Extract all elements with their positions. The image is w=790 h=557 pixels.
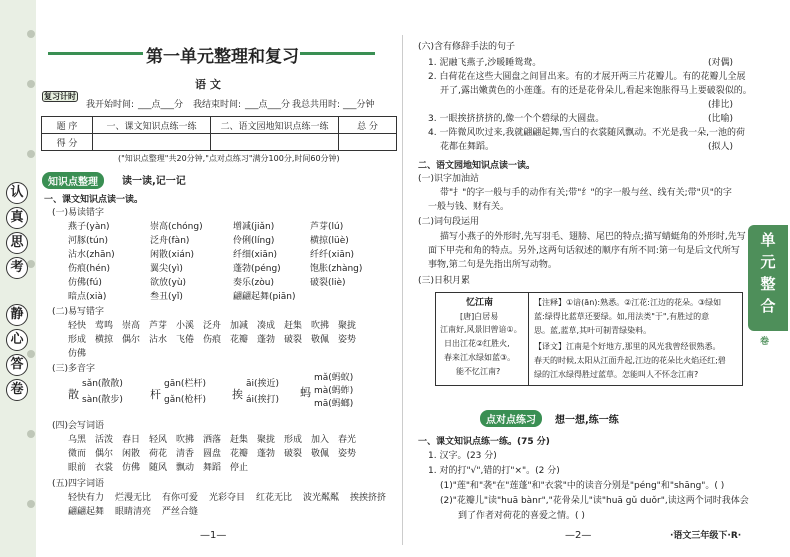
write-word: 姿势 [338,335,357,345]
write-word: 花瓣 [230,335,249,345]
phrase-word: 随风 [149,463,168,473]
section-slogan: 读一读,记一记 [122,176,186,187]
score-cell: 二、语文园地知识点练一练 [211,117,339,134]
score-cell: 得 分 [42,134,93,151]
write-word: 形成 [68,335,87,345]
write-word: 轻快 [68,321,87,331]
practice-slogan: 想一想,练一练 [555,415,619,426]
word-item: 芦芽(lú) [310,222,344,232]
rhetoric-line: 3. 一眼挨挤挤挤的,像一个个碧绿的大圆盘。 [428,114,605,124]
poly-reading: gān(栏杆) [164,379,206,389]
idiom: 有你可爱 [162,493,199,503]
usage-text: 事物,第二句是先指出所写动物。 [428,260,557,270]
write-word: 仿佛 [68,349,87,359]
usage-text: 面下甲壳和角的特点。另外,这两句话叙述的顺序有所不同:第一句是后文代所写 [428,246,740,256]
tab-char: 单 [760,231,776,249]
word-item: 暗点(xià) [68,292,107,302]
side-char: 静 [6,304,28,326]
subheading-usage: (二)词句段运用 [418,217,480,227]
poem-line: 江南好,风景旧曾谙①。 [440,325,522,334]
phrase-word: 飘动 [176,463,195,473]
poem-box [435,292,743,386]
word-item: 崇高(chóng) [150,222,203,232]
word-item: 伶俐(líng) [233,236,275,246]
subheading-accumulate: (三)日积月累 [418,276,471,286]
phrase-word: 清香 [176,449,195,459]
word-item: 闲散(xián) [150,250,195,260]
write-word: 蓬勃 [257,335,276,345]
section-banner: 知识点整理 [42,172,104,189]
page-number-left: —1— [200,530,227,541]
literacy-text: 一般与钱、财有关。 [428,202,510,212]
phrase-word: 闲散 [122,449,141,459]
phrase-word: 圆盘 [203,449,222,459]
total-time-value: ___分钟 [343,100,375,110]
poly-reading: ái(挨打) [246,395,280,405]
score-input[interactable] [93,134,211,151]
tab-char: 元 [760,253,776,271]
note-line: 【注释】①谙(ān):熟悉。②江花:江边的花朵。③绿如 [534,298,722,307]
poly-reading: āi(挨近) [246,379,280,389]
write-word: 莺鸣 [95,321,114,331]
phrase-word: 敬佩 [311,449,330,459]
subheading-easy-read: (一)易读错字 [52,208,105,218]
word-item: 奏乐(zòu) [233,278,274,288]
word-item: 蓬勃(péng) [233,264,281,274]
write-word: 伤痕 [203,335,222,345]
poly-reading: mā(蚂螂) [314,399,354,409]
phrase-word: 停止 [230,463,249,473]
idiom: 轻快有力 [68,493,105,503]
poly-reading: mà(蚂蚱) [314,386,354,396]
poem-line: 春来江水绿如蓝③。 [444,353,516,362]
side-char: 卷 [6,379,28,401]
heading-2: 二、语文园地知识点读一读。 [418,161,536,171]
word-item: 翼尖(yì) [150,264,183,274]
phrase-word: 洒落 [203,435,222,445]
tab-char: 合 [760,297,776,315]
phrase-word: 衣裳 [95,463,114,473]
write-word: 芦芽 [149,321,168,331]
total-time-label: 我总共用时: [292,100,341,110]
poem-title: 忆江南 [466,298,494,308]
poly-char: 蚂 [300,386,311,399]
subheading-idioms: (五)四字词语 [52,479,105,489]
word-item: 沾水(zhān) [68,250,115,260]
write-word: 飞倦 [176,335,195,345]
poly-char: 散 [68,388,79,401]
write-word: 吹拂 [311,321,330,331]
exercise-question[interactable]: (2)"花瓣儿"读"huā bànr","花骨朵儿"读"huā gǔ duǒr",读这两个词时我体会 [440,496,749,506]
poem-panel [436,293,529,385]
end-time-label: 我结束时间: [193,100,242,110]
poem-author: [唐]白居易 [460,312,499,321]
exercise-heading: 一、课文知识点练一练。(75 分) [418,437,550,447]
phrase-word: 荷花 [149,449,168,459]
practice-banner: 点对点练习 [480,410,542,427]
word-item: 叁丑(yǐ) [150,292,183,302]
phrase-word: 姿势 [338,449,357,459]
rhetoric-line: 开了,露出嫩黄色的小莲蓬。有的还是花骨朵儿,看起来饱胀得马上要破裂似的。 [440,86,752,96]
subheading-rhetoric: (六)含有修辞手法的句子 [418,42,516,52]
idiom: 波光粼粼 [303,493,340,503]
side-char: 考 [6,257,28,279]
rhetoric-line: 1. 泥融飞燕子,沙暖睡鸳鸯。 [428,58,542,68]
timer-label: 复习计时 [44,92,76,101]
phrase-word: 轻风 [149,435,168,445]
write-word: 凑成 [257,321,276,331]
phrase-word: 微而 [68,449,87,459]
word-item: 仿佛(fú) [68,278,102,288]
rhetoric-line: 4. 一阵微风吹过来,我就翩翩起舞,雪白的衣裳随风飘动。不光是我一朵,一池的荷 [428,128,746,138]
idiom: 翩翩起舞 [68,507,105,517]
phrase-word: 舞蹈 [203,463,222,473]
tab-char: 整 [760,275,776,293]
subheading-easy-write: (二)易写错字 [52,307,105,317]
write-word: 偶尔 [122,335,141,345]
title-rule-right [300,52,375,55]
write-word: 小溪 [176,321,195,331]
phrase-word: 眼前 [68,463,87,473]
poly-reading: sǎn(散散) [82,379,123,389]
end-time-value: ___点___分 [245,100,291,110]
translation-line: 春天的时候,太阳从江面升起,江边的花朵比火焰还红;碧 [534,356,726,365]
side-char: 思 [6,232,28,254]
phrase-word: 仿佛 [122,463,141,473]
word-item: 纤纤(xiān) [310,250,355,260]
phrase-word: 春光 [338,435,357,445]
subheading-write-phrases: (四)会写词语 [52,421,105,431]
exercise-item: 1. 汉字。(23 分) [428,451,497,461]
poly-char: 挨 [232,388,243,401]
translation-line: 【译文】江南是个好地方,那里的风光我曾经很熟悉。 [534,342,721,351]
note-line: 蓝:绿得比蓝草还要绿。如,用法类"于",有胜过的意 [534,312,710,321]
idiom: 烂漫无比 [115,493,152,503]
rhetoric-tag: (比喻) [708,114,734,124]
page-number-right: —2— [565,530,592,541]
write-word: 破裂 [284,335,303,345]
idiom: 眼睛清亮 [115,507,152,517]
side-char: 认 [6,182,28,204]
score-cell: 题 序 [42,117,93,134]
rhetoric-tag: (对偶) [708,58,734,68]
word-item: 伤痕(hén) [68,264,110,274]
score-cell: 总 分 [339,117,397,134]
idiom: 严丝合缝 [162,507,199,517]
poem-line: 能不忆江南? [456,367,501,376]
note-line: 思。蓝,蓝草,其叶可制青绿染料。 [534,326,652,335]
translation-line: 绿的江水绿得胜过蓝草。怎能叫人不怀念江南? [534,370,699,379]
page-title: 第一单元整理和复习 [146,47,299,67]
score-table [41,116,397,151]
exercise-item: 1. 对的打"√",错的打"×"。(2 分) [428,466,560,476]
poly-reading: sàn(散步) [82,395,123,405]
heading-1: 一、课文知识点读一读。 [44,195,144,205]
idiom: 挨挨挤挤 [350,493,387,503]
write-word: 泛舟 [203,321,222,331]
write-word: 加减 [230,321,249,331]
write-word: 横掠 [95,335,114,345]
side-char: 心 [6,329,28,351]
exercise-question[interactable]: 到了作者对荷花的喜爱之情。( ) [458,511,585,521]
rhetoric-line: 2. 白荷花在这些大圆盘之间冒出来。有的才展开两三片花瓣儿。有的花瓣儿全展 [428,72,746,82]
write-word: 敬佩 [311,335,330,345]
word-item: 纤细(xiān) [233,250,278,260]
time-note: ("知识点整理"共20分钟,"点对点练习"满分100分,时间60分钟) [118,154,340,163]
subject-label: 语 文 [195,78,221,91]
literacy-text: 带"扌"的字一般与手的动作有关;带"纟"的字一般与丝、线有关;带"贝"的字 [440,188,732,198]
rhetoric-tag: (排比) [708,100,734,110]
word-item: 河豚(tún) [68,236,108,246]
phrase-word: 乌黑 [68,435,87,445]
idiom: 光彩夺目 [209,493,246,503]
phrase-word: 加入 [311,435,330,445]
phrase-word: 赶集 [230,435,249,445]
word-item: 增减(jiǎn) [233,222,275,232]
word-item: 破裂(liè) [310,278,346,288]
phrase-word: 破裂 [284,449,303,459]
phrase-word: 聚拢 [257,435,276,445]
score-input[interactable] [339,134,397,151]
phrase-word: 活泼 [95,435,114,445]
word-item: 泛舟(fàn) [150,236,190,246]
write-word: 聚拢 [338,321,357,331]
phrase-word: 蓬勃 [257,449,276,459]
phrase-word: 偶尔 [95,449,114,459]
start-time-label: 我开始时间: [86,100,135,110]
write-word: 崇高 [122,321,141,331]
page-divider [402,35,403,545]
subheading-literacy: (一)识字加油站 [418,174,480,184]
phrase-word: 吹拂 [176,435,195,445]
word-item: 翩翩起舞(piān) [233,292,296,302]
score-cell: 一、课文知识点练一练 [93,117,211,134]
rhetoric-tag: (拟人) [708,142,734,152]
write-word: 赶集 [284,321,303,331]
phrase-word: 春日 [122,435,141,445]
phrase-word: 花瓣 [230,449,249,459]
unit-tab [748,225,788,331]
title-rule-left [48,52,143,55]
phrase-word: 形成 [284,435,303,445]
poly-reading: gǎn(枪杆) [164,395,206,405]
poly-char: 杆 [150,388,161,401]
side-char: 真 [6,207,28,229]
score-input[interactable] [211,134,339,151]
book-footer: ·语文三年级下·R· [670,531,742,541]
subheading-polyphone: (三)多音字 [52,364,96,374]
tab-char: 卷 [760,337,770,347]
word-item: 欲放(yù) [150,278,187,288]
poly-reading: mǎ(蚂蚁) [314,373,354,383]
word-item: 燕子(yàn) [68,222,110,232]
exercise-question[interactable]: (1)"莲"和"袭"在"莲蓬"和"衣裳"中的读音分别是"péng"和"shāng"。( ) [440,481,725,491]
usage-text: 描写小燕子的外形时,先写羽毛、翅膀、尾巴的特点;描写蜻蜓角的外形时,先写 [440,232,746,242]
word-item: 横掠(lüè) [310,236,349,246]
idiom: 红花无比 [256,493,293,503]
poem-line: 日出江花②红胜火, [444,339,510,348]
write-word: 沾水 [149,335,168,345]
rhetoric-line: 花都在舞蹈。 [440,142,495,152]
side-char: 答 [6,354,28,376]
start-time-value: ___点___分 [138,100,184,110]
word-item: 饱胀(zhàng) [310,264,363,274]
